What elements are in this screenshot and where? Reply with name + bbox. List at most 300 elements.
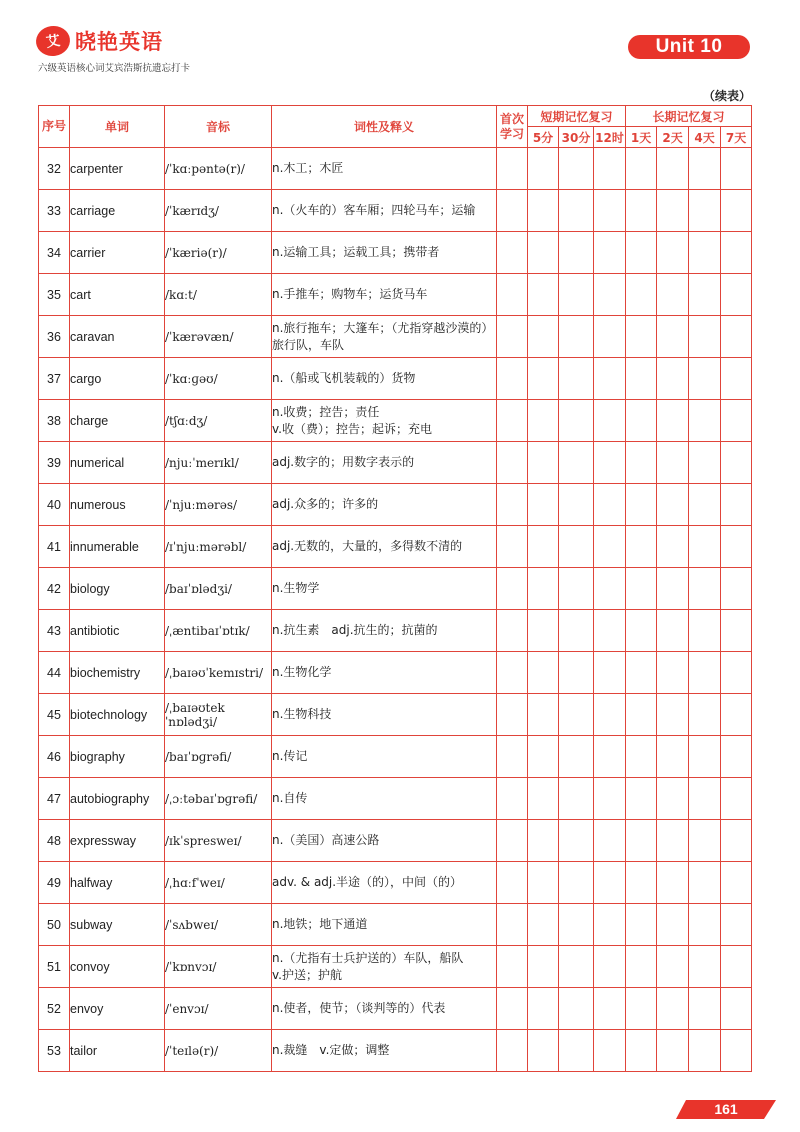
definition-line: n.（船或飞机装载的）货物 [272,371,416,385]
phonetic-cell: /ˌɔːtəbaɪˈɒɡrəfi/ [165,778,272,820]
phonetic-cell: /ˈkærɪdʒ/ [165,190,272,232]
first-study-checkbox[interactable] [497,610,528,652]
review-5min-checkbox[interactable] [528,736,559,778]
word-cell: tailor [70,1030,165,1072]
page-number: 161 [714,1101,738,1117]
first-study-checkbox[interactable] [497,316,528,358]
unit-label: Unit 10 [628,35,750,59]
review-2day-checkbox[interactable] [657,274,689,316]
first-study-checkbox[interactable] [497,442,528,484]
word-cell: innumerable [70,526,165,568]
review-1day-checkbox[interactable] [626,274,657,316]
review-7day-checkbox[interactable] [721,610,752,652]
review-30min-checkbox[interactable] [559,400,594,442]
word-cell: halfway [70,862,165,904]
word-cell: subway [70,904,165,946]
header-long-col: 1天 [626,127,657,148]
review-4day-checkbox[interactable] [689,1030,721,1072]
review-5min-checkbox[interactable] [528,526,559,568]
review-1day-checkbox[interactable] [626,904,657,946]
review-5min-checkbox[interactable] [528,904,559,946]
row-number: 34 [39,232,70,274]
row-number: 42 [39,568,70,610]
table-row [39,316,752,358]
review-5min-checkbox[interactable] [528,232,559,274]
definition-cell [272,694,497,736]
row-number: 39 [39,442,70,484]
phonetic-cell: /tʃɑːdʒ/ [165,400,272,442]
word-cell: biotechnology [70,694,165,736]
definition-line: n.（火车的）客车厢；四轮马车；运输 [272,203,476,217]
review-4day-checkbox[interactable] [689,442,721,484]
review-4day-checkbox[interactable] [689,862,721,904]
word-cell: carpenter [70,148,165,190]
definition-cell [272,274,497,316]
phonetic-cell: /ˌhɑːfˈweɪ/ [165,862,272,904]
review-1day-checkbox[interactable] [626,820,657,862]
review-1day-checkbox[interactable] [626,610,657,652]
phonetic-cell: /ɪkˈspresweɪ/ [165,820,272,862]
definition-cell [272,778,497,820]
review-30min-checkbox[interactable] [559,232,594,274]
review-4day-checkbox[interactable] [689,778,721,820]
phonetic-cell: /njuːˈmerɪkl/ [165,442,272,484]
first-study-checkbox[interactable] [497,190,528,232]
review-2day-checkbox[interactable] [657,946,689,988]
row-number: 44 [39,652,70,694]
review-1day-checkbox[interactable] [626,988,657,1030]
definition-cell [272,232,497,274]
definition-line: n.（尤指有士兵护送的）车队，船队 [272,950,464,965]
review-2day-checkbox[interactable] [657,736,689,778]
first-study-checkbox[interactable] [497,526,528,568]
table-row [39,400,752,442]
header-seq: 序号 [39,106,70,148]
review-1day-checkbox[interactable] [626,400,657,442]
review-30min-checkbox[interactable] [559,862,594,904]
review-7day-checkbox[interactable] [721,274,752,316]
review-4day-checkbox[interactable] [689,610,721,652]
review-2day-checkbox[interactable] [657,190,689,232]
word-cell: numerical [70,442,165,484]
phonetic-cell: /ˈkɑːɡəʊ/ [165,358,272,400]
review-30min-checkbox[interactable] [559,610,594,652]
header-short-col: 12时 [594,127,626,148]
phonetic-cell: /ˈkɒnvɔɪ/ [165,946,272,988]
row-number: 32 [39,148,70,190]
first-study-checkbox[interactable] [497,820,528,862]
review-7day-checkbox[interactable] [721,526,752,568]
first-study-checkbox[interactable] [497,694,528,736]
review-2day-checkbox[interactable] [657,988,689,1030]
word-cell: cargo [70,358,165,400]
review-5min-checkbox[interactable] [528,652,559,694]
review-7day-checkbox[interactable] [721,946,752,988]
first-study-checkbox[interactable] [497,484,528,526]
review-7day-checkbox[interactable] [721,988,752,1030]
review-4day-checkbox[interactable] [689,904,721,946]
first-study-checkbox[interactable] [497,904,528,946]
table-row [39,358,752,400]
review-7day-checkbox[interactable] [721,316,752,358]
header-short-col: 5分 [528,127,559,148]
first-study-checkbox[interactable] [497,1030,528,1072]
review-5min-checkbox[interactable] [528,568,559,610]
review-7day-checkbox[interactable] [721,484,752,526]
review-7day-checkbox[interactable] [721,232,752,274]
review-5min-checkbox[interactable] [528,190,559,232]
review-30min-checkbox[interactable] [559,988,594,1030]
review-1day-checkbox[interactable] [626,358,657,400]
definition-line: n.抗生素 adj.抗生的；抗菌的 [272,623,438,637]
definition-line: n.生物科技 [272,707,332,721]
review-12h-checkbox[interactable] [594,232,626,274]
definition-cell [272,736,497,778]
first-study-checkbox[interactable] [497,400,528,442]
review-5min-checkbox[interactable] [528,862,559,904]
review-7day-checkbox[interactable] [721,652,752,694]
review-1day-checkbox[interactable] [626,1030,657,1072]
review-2day-checkbox[interactable] [657,694,689,736]
review-12h-checkbox[interactable] [594,484,626,526]
brand-badge-icon: 艾 [34,24,72,58]
table-header [39,106,752,148]
review-7day-checkbox[interactable] [721,358,752,400]
review-5min-checkbox[interactable] [528,316,559,358]
phonetic-cell: /ˈsʌbweɪ/ [165,904,272,946]
review-2day-checkbox[interactable] [657,568,689,610]
header-word: 单词 [70,106,165,148]
review-30min-checkbox[interactable] [559,358,594,400]
review-7day-checkbox[interactable] [721,820,752,862]
review-30min-checkbox[interactable] [559,316,594,358]
review-5min-checkbox[interactable] [528,610,559,652]
first-study-checkbox[interactable] [497,862,528,904]
review-12h-checkbox[interactable] [594,442,626,484]
review-1day-checkbox[interactable] [626,316,657,358]
header-long-col: 7天 [721,127,752,148]
review-4day-checkbox[interactable] [689,484,721,526]
review-7day-checkbox[interactable] [721,400,752,442]
review-7day-checkbox[interactable] [721,862,752,904]
definition-cell [272,946,497,988]
review-5min-checkbox[interactable] [528,988,559,1030]
definition-cell [272,148,497,190]
row-number: 47 [39,778,70,820]
word-cell: convoy [70,946,165,988]
review-5min-checkbox[interactable] [528,400,559,442]
table-row [39,442,752,484]
review-12h-checkbox[interactable] [594,148,626,190]
row-number: 50 [39,904,70,946]
review-7day-checkbox[interactable] [721,904,752,946]
review-7day-checkbox[interactable] [721,694,752,736]
continued-label: （续表） [703,89,752,103]
review-1day-checkbox[interactable] [626,526,657,568]
definition-line: n.传记 [272,749,308,763]
phonetic-cell: /ˈkæriə(r)/ [165,232,272,274]
first-study-checkbox[interactable] [497,568,528,610]
review-5min-checkbox[interactable] [528,148,559,190]
row-number: 51 [39,946,70,988]
review-1day-checkbox[interactable] [626,442,657,484]
review-2day-checkbox[interactable] [657,610,689,652]
word-cell: carriage [70,190,165,232]
review-12h-checkbox[interactable] [594,652,626,694]
review-4day-checkbox[interactable] [689,232,721,274]
review-2day-checkbox[interactable] [657,904,689,946]
review-30min-checkbox[interactable] [559,652,594,694]
review-2day-checkbox[interactable] [657,148,689,190]
review-2day-checkbox[interactable] [657,400,689,442]
review-12h-checkbox[interactable] [594,274,626,316]
row-number: 35 [39,274,70,316]
review-30min-checkbox[interactable] [559,484,594,526]
phonetic-cell: /kɑːt/ [165,274,272,316]
review-7day-checkbox[interactable] [721,442,752,484]
review-30min-checkbox[interactable] [559,190,594,232]
review-4day-checkbox[interactable] [689,736,721,778]
brand-name: 晓艳英语 [75,30,163,54]
table-row [39,988,752,1030]
word-cell: autobiography [70,778,165,820]
review-1day-checkbox[interactable] [626,484,657,526]
review-12h-checkbox[interactable] [594,400,626,442]
row-number: 48 [39,820,70,862]
definition-line: n.（美国）高速公路 [272,833,380,847]
word-cell: charge [70,400,165,442]
review-12h-checkbox[interactable] [594,190,626,232]
header-first-study: 首次学习 [497,106,528,148]
review-2day-checkbox[interactable] [657,316,689,358]
review-30min-checkbox[interactable] [559,736,594,778]
review-12h-checkbox[interactable] [594,862,626,904]
review-5min-checkbox[interactable] [528,358,559,400]
first-study-checkbox[interactable] [497,274,528,316]
definition-line: n.收费；控告；责任 [272,404,380,419]
row-number: 45 [39,694,70,736]
review-12h-checkbox[interactable] [594,694,626,736]
review-5min-checkbox[interactable] [528,820,559,862]
header-short-col: 30分 [559,127,594,148]
vocab-table [38,105,752,1072]
review-30min-checkbox[interactable] [559,568,594,610]
first-study-checkbox[interactable] [497,988,528,1030]
review-7day-checkbox[interactable] [721,736,752,778]
review-12h-checkbox[interactable] [594,526,626,568]
definition-line: adj.数字的；用数字表示的 [272,455,415,469]
review-7day-checkbox[interactable] [721,1030,752,1072]
review-4day-checkbox[interactable] [689,316,721,358]
review-5min-checkbox[interactable] [528,694,559,736]
definition-line: n.裁缝 v.定做；调整 [272,1043,390,1057]
review-5min-checkbox[interactable] [528,1030,559,1072]
review-30min-checkbox[interactable] [559,946,594,988]
header-phonetic: 音标 [165,106,272,148]
table-row [39,610,752,652]
header-definition: 词性及释义 [272,106,497,148]
phonetic-cell: /baɪˈɒlədʒi/ [165,568,272,610]
book-subtitle: 六级英语核心词艾宾浩斯抗遗忘打卡 [38,63,191,74]
review-1day-checkbox[interactable] [626,694,657,736]
definition-line: v.护送；护航 [272,967,342,982]
word-cell: numerous [70,484,165,526]
word-cell: biochemistry [70,652,165,694]
definition-cell [272,484,497,526]
review-30min-checkbox[interactable] [559,904,594,946]
word-cell: antibiotic [70,610,165,652]
review-1day-checkbox[interactable] [626,148,657,190]
review-2day-checkbox[interactable] [657,526,689,568]
review-4day-checkbox[interactable] [689,652,721,694]
row-number: 40 [39,484,70,526]
first-study-checkbox[interactable] [497,232,528,274]
review-12h-checkbox[interactable] [594,946,626,988]
row-number: 53 [39,1030,70,1072]
table-row [39,148,752,190]
definition-line: n.木工；木匠 [272,161,344,175]
definition-cell [272,988,497,1030]
phonetic-cell: /ˌæntibaɪˈɒtɪk/ [165,610,272,652]
table-body [39,148,752,1072]
review-30min-checkbox[interactable] [559,274,594,316]
word-cell: expressway [70,820,165,862]
definition-cell [272,904,497,946]
review-2day-checkbox[interactable] [657,442,689,484]
review-7day-checkbox[interactable] [721,190,752,232]
review-2day-checkbox[interactable] [657,652,689,694]
table-row [39,484,752,526]
definition-cell [272,190,497,232]
phonetic-cell: /ˌbaɪəʊtekˈnɒlədʒi/ [165,694,272,736]
definition-cell [272,652,497,694]
review-12h-checkbox[interactable] [594,1030,626,1072]
review-1day-checkbox[interactable] [626,778,657,820]
review-4day-checkbox[interactable] [689,358,721,400]
review-12h-checkbox[interactable] [594,316,626,358]
review-5min-checkbox[interactable] [528,484,559,526]
review-1day-checkbox[interactable] [626,862,657,904]
phonetic-cell: /baɪˈɒɡrəfi/ [165,736,272,778]
row-number: 33 [39,190,70,232]
review-30min-checkbox[interactable] [559,526,594,568]
first-study-checkbox[interactable] [497,358,528,400]
first-study-checkbox[interactable] [497,148,528,190]
first-study-checkbox[interactable] [497,736,528,778]
review-2day-checkbox[interactable] [657,778,689,820]
phonetic-cell: /ˌbaɪəʊˈkemɪstri/ [165,652,272,694]
review-2day-checkbox[interactable] [657,232,689,274]
definition-cell [272,400,497,442]
review-5min-checkbox[interactable] [528,442,559,484]
definition-line: adj.众多的；许多的 [272,497,379,511]
review-1day-checkbox[interactable] [626,190,657,232]
review-30min-checkbox[interactable] [559,148,594,190]
review-1day-checkbox[interactable] [626,568,657,610]
first-study-checkbox[interactable] [497,652,528,694]
review-30min-checkbox[interactable] [559,820,594,862]
review-30min-checkbox[interactable] [559,1030,594,1072]
review-4day-checkbox[interactable] [689,274,721,316]
review-12h-checkbox[interactable] [594,736,626,778]
review-1day-checkbox[interactable] [626,232,657,274]
review-5min-checkbox[interactable] [528,274,559,316]
review-2day-checkbox[interactable] [657,358,689,400]
definition-line: n.运输工具；运载工具；携带者 [272,245,440,259]
review-2day-checkbox[interactable] [657,820,689,862]
review-4day-checkbox[interactable] [689,988,721,1030]
row-number: 36 [39,316,70,358]
review-4day-checkbox[interactable] [689,400,721,442]
definition-line: n.地铁；地下通道 [272,917,368,931]
review-30min-checkbox[interactable] [559,694,594,736]
phonetic-cell: /ˈteɪlə(r)/ [165,1030,272,1072]
row-number: 46 [39,736,70,778]
review-5min-checkbox[interactable] [528,778,559,820]
review-30min-checkbox[interactable] [559,442,594,484]
review-4day-checkbox[interactable] [689,820,721,862]
review-1day-checkbox[interactable] [626,736,657,778]
header-long-review: 长期记忆复习 [626,106,752,127]
review-12h-checkbox[interactable] [594,610,626,652]
first-study-checkbox[interactable] [497,946,528,988]
review-4day-checkbox[interactable] [689,568,721,610]
table-row [39,862,752,904]
table-row [39,1030,752,1072]
definition-cell [272,862,497,904]
definition-cell [272,1030,497,1072]
table-row [39,778,752,820]
review-7day-checkbox[interactable] [721,778,752,820]
review-1day-checkbox[interactable] [626,652,657,694]
review-12h-checkbox[interactable] [594,988,626,1030]
review-2day-checkbox[interactable] [657,1030,689,1072]
review-2day-checkbox[interactable] [657,862,689,904]
table-row [39,568,752,610]
phonetic-cell: /ˈnjuːmərəs/ [165,484,272,526]
review-1day-checkbox[interactable] [626,946,657,988]
review-30min-checkbox[interactable] [559,778,594,820]
review-4day-checkbox[interactable] [689,694,721,736]
review-12h-checkbox[interactable] [594,568,626,610]
table-row [39,232,752,274]
review-12h-checkbox[interactable] [594,820,626,862]
review-7day-checkbox[interactable] [721,148,752,190]
review-4day-checkbox[interactable] [689,190,721,232]
definition-line: v.收（费）；控告；起诉；充电 [272,421,432,436]
table-row [39,946,752,988]
review-2day-checkbox[interactable] [657,484,689,526]
review-4day-checkbox[interactable] [689,946,721,988]
review-12h-checkbox[interactable] [594,904,626,946]
definition-cell [272,316,497,358]
review-12h-checkbox[interactable] [594,778,626,820]
row-number: 49 [39,862,70,904]
first-study-checkbox[interactable] [497,778,528,820]
word-cell: biography [70,736,165,778]
table-row [39,274,752,316]
review-4day-checkbox[interactable] [689,526,721,568]
definition-cell [272,358,497,400]
review-7day-checkbox[interactable] [721,568,752,610]
review-5min-checkbox[interactable] [528,946,559,988]
word-cell: carrier [70,232,165,274]
word-cell: caravan [70,316,165,358]
review-12h-checkbox[interactable] [594,358,626,400]
header-short-review: 短期记忆复习 [528,106,626,127]
review-4day-checkbox[interactable] [689,148,721,190]
word-cell: biology [70,568,165,610]
